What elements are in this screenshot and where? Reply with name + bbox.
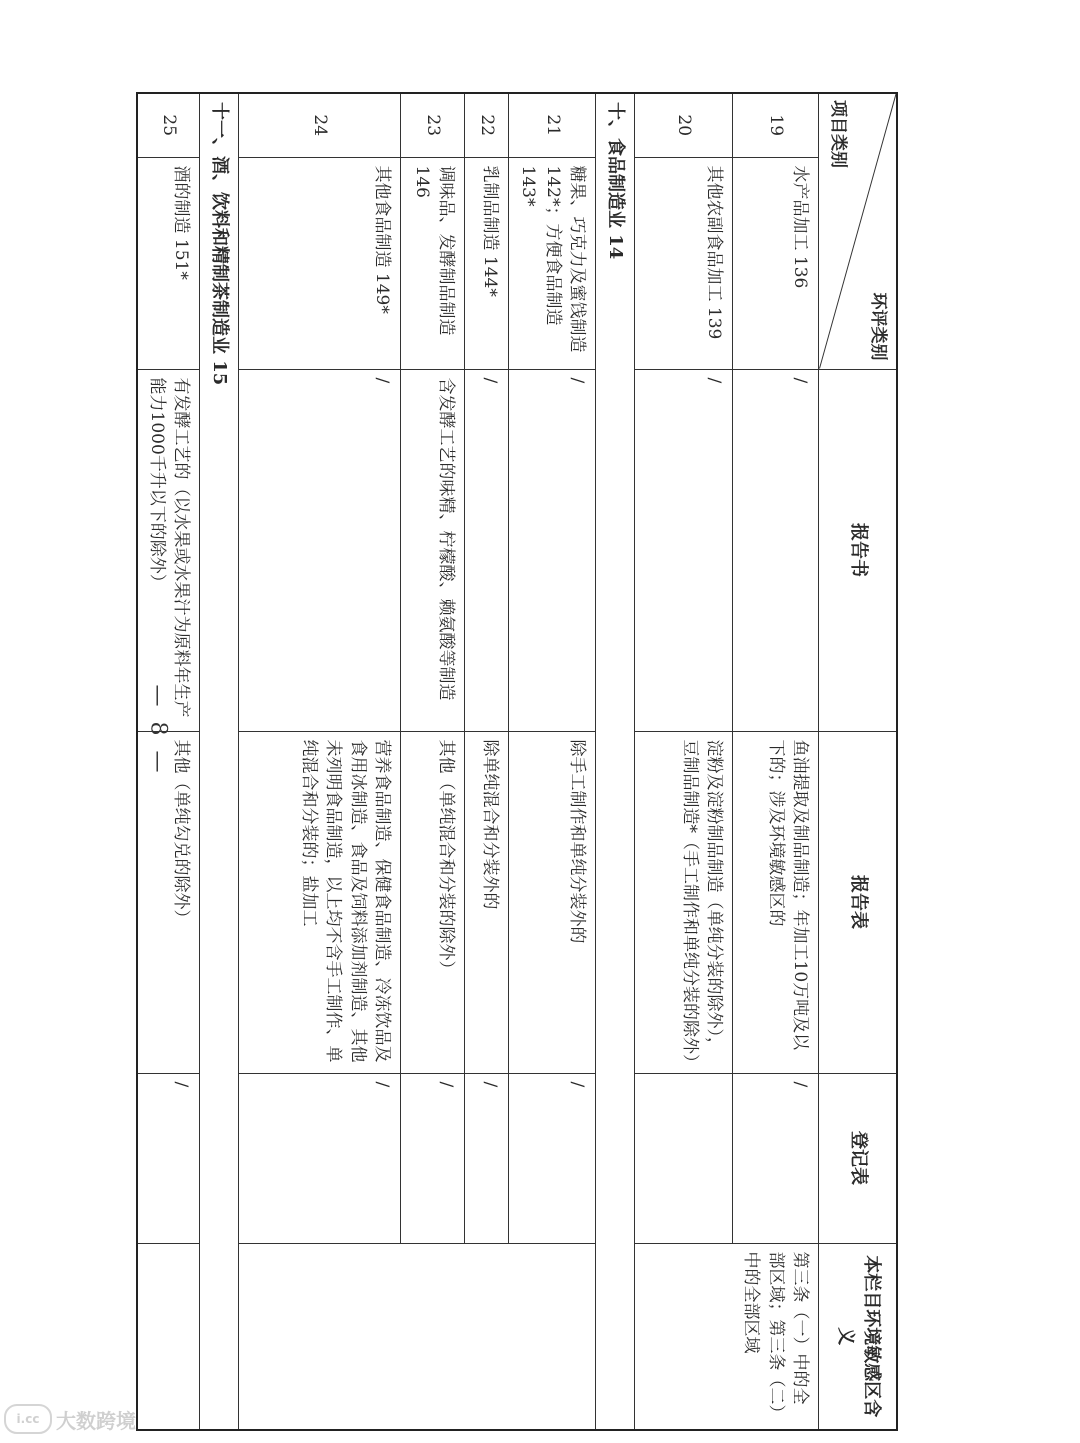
- report-book-cell: 有发酵工艺的（以水果或水果汁为原料年生产能力1000千升以下的除外）: [137, 369, 200, 731]
- registration-cell: /: [401, 1073, 465, 1243]
- row-number: 25: [137, 93, 200, 157]
- report-form-cell: 鱼油提取及制品制造；年加工10万吨及以下的；涉及环境敏感区的: [733, 731, 819, 1073]
- project-category: 酒的制造 151*: [137, 157, 200, 369]
- row-number: 23: [401, 93, 465, 157]
- section-row: [200, 93, 239, 1430]
- report-book-cell: /: [733, 369, 819, 731]
- registration-cell: /: [733, 1073, 819, 1243]
- table-row: [239, 93, 401, 1430]
- watermark: [4, 1404, 136, 1434]
- brand-logo-icon: i.cc: [4, 1404, 52, 1434]
- section-heading-drinks: 十一、酒、饮料和精制茶制造业 15: [200, 93, 239, 1430]
- row-number: 20: [635, 93, 733, 157]
- sensitive-area-cell: 第三条（一）中的全部区域；第三条（二）中的全部区域: [635, 1243, 819, 1430]
- table-row: [509, 93, 596, 1430]
- corner-top-label: 环评类别: [868, 292, 888, 361]
- sensitive-area-cell: [239, 1243, 596, 1430]
- table-row: [733, 93, 819, 1430]
- report-form-cell: 除单纯混合和分装外的: [465, 731, 509, 1073]
- corner-bottom-label: 项目类别: [828, 100, 849, 168]
- report-book-cell: 含发酵工艺的味精、柠檬酸、赖氨酸等制造: [401, 369, 465, 731]
- column-header-sensitive-area: 本栏目环境敏感区含义: [819, 1243, 897, 1430]
- row-number: 21: [509, 93, 596, 157]
- project-category: 水产品加工 136: [733, 157, 819, 369]
- environmental-assessment-table: [136, 92, 898, 1431]
- column-header-registration: 登记表: [819, 1073, 897, 1243]
- report-form-cell: 其他（单纯混合和分装的除外）: [401, 731, 465, 1073]
- column-header-report-book: 报告书: [819, 369, 897, 731]
- report-book-cell: /: [239, 369, 401, 731]
- project-category: 调味品、发酵制品制造 146: [401, 157, 465, 369]
- report-form-cell: 除手工制作和单纯分装外的: [509, 731, 596, 1073]
- project-category: 糖果、巧克力及蜜饯制造 142*；方便食品制造 143*: [509, 157, 596, 369]
- row-number: 24: [239, 93, 401, 157]
- project-category: 其他食品制造 149*: [239, 157, 401, 369]
- corner-header-cell: [819, 93, 897, 369]
- project-category: 其他农副食品加工 139: [635, 157, 733, 369]
- registration-cell: [635, 1073, 733, 1243]
- column-header-report-form: 报告表: [819, 731, 897, 1073]
- section-heading-food: 十、食品制造业 14: [596, 93, 635, 1430]
- report-book-cell: /: [509, 369, 596, 731]
- registration-cell: /: [137, 1073, 200, 1243]
- page-number: — 8 —: [145, 684, 171, 777]
- project-category: 乳制品制造 144*: [465, 157, 509, 369]
- table-row: [401, 93, 465, 1430]
- section-row: [596, 93, 635, 1430]
- report-form-cell: 淀粉及淀粉制品制造（单纯分装的除外），豆制品制造*（手工制作和单纯分装的除外）: [635, 731, 733, 1073]
- report-book-cell: /: [465, 369, 509, 731]
- table-row: [635, 93, 733, 1430]
- report-form-cell: 其他（单纯勾兑的除外）: [137, 731, 200, 1073]
- registration-cell: /: [509, 1073, 596, 1243]
- row-number: 22: [465, 93, 509, 157]
- report-book-cell: /: [635, 369, 733, 731]
- header-row: [819, 93, 897, 1430]
- report-form-cell: 营养食品制造、保健食品制造、冷冻饮品及食用冰制造、食品及饲料添加剂制造、其他未列明食品制造，以上均不含手工制作、单纯混合和分装的；盐加工: [239, 731, 401, 1073]
- row-number: 19: [733, 93, 819, 157]
- table-row: [465, 93, 509, 1430]
- sensitive-area-cell: [137, 1243, 200, 1430]
- registration-cell: /: [239, 1073, 401, 1243]
- rotated-page: [146, 92, 898, 1429]
- watermark-text: 大数跨境: [56, 1408, 136, 1433]
- registration-cell: /: [465, 1073, 509, 1243]
